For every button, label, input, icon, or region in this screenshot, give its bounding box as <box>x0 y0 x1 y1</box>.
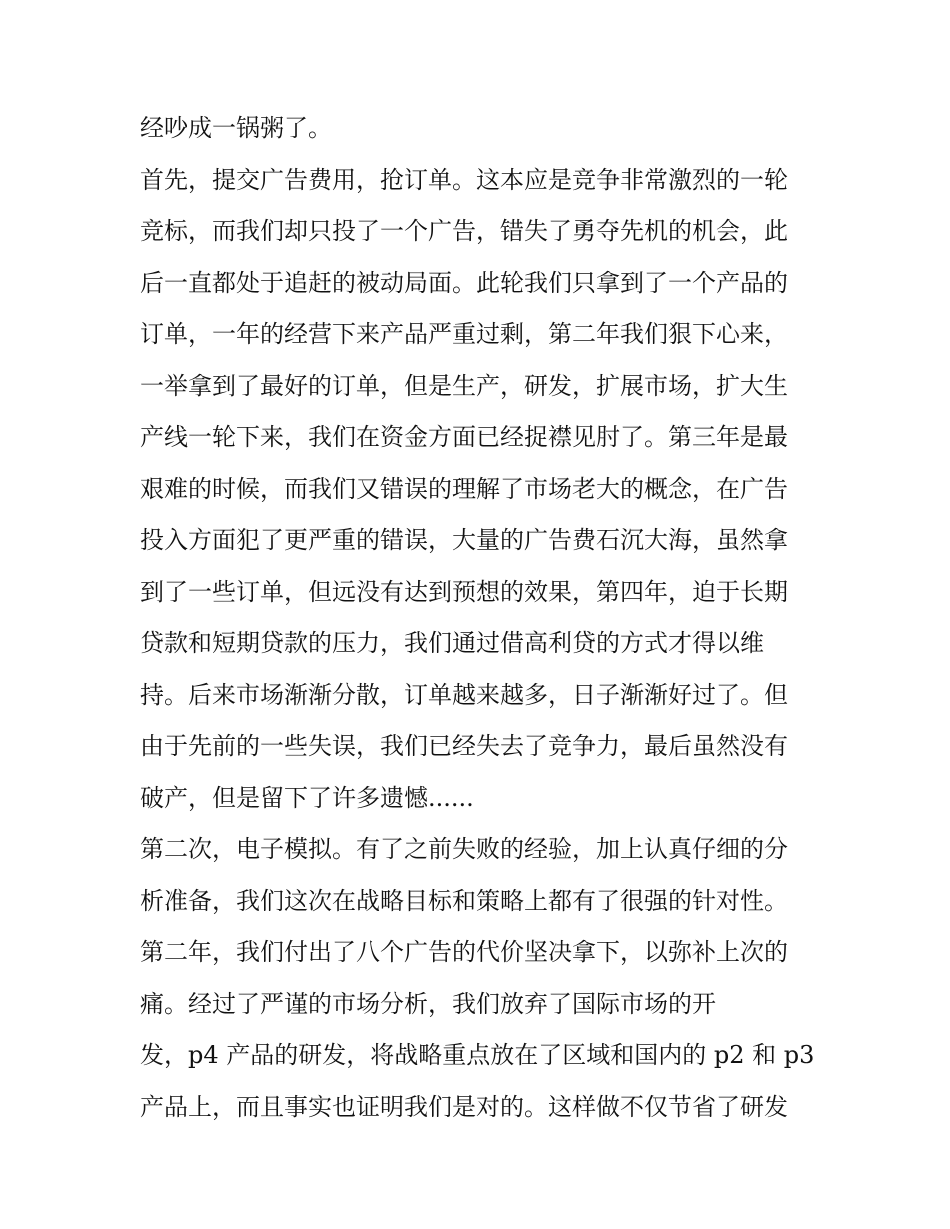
text-line: 破产，但是留下了许多遗憾...... <box>140 783 474 812</box>
text-line: 到了一些订单，但远没有达到预想的效果，第四年，迫于长期 <box>140 577 788 606</box>
text-line: 艰难的时候，而我们又错误的理解了市场老大的概念，在广告 <box>140 474 788 503</box>
text-line: 由于先前的一些失误，我们已经失去了竞争力，最后虽然没有 <box>140 732 788 760</box>
text-line: 后一直都处于追赶的被动局面。此轮我们只拿到了一个产品的 <box>140 268 788 297</box>
text-line: 贷款和短期贷款的压力，我们通过借高利贷的方式才得以维 <box>140 629 764 657</box>
text-line: 产线一轮下来，我们在资金方面已经捉襟见肘了。第三年是最 <box>140 423 788 451</box>
text-line: 持。后来市场渐渐分散，订单越来越多，日子渐渐好过了。但 <box>140 680 788 709</box>
text-line: 订单，一年的经营下来产品严重过剩，第二年我们狠下心来， <box>140 320 788 348</box>
text-line: 竞标，而我们却只投了一个广告，错失了勇夺先机的机会，此 <box>140 217 788 245</box>
text-line: 析准备，我们这次在战略目标和策略上都有了很强的针对性。 <box>140 886 788 915</box>
text-line: 痛。经过了严谨的市场分析，我们放弃了国际市场的开 <box>140 989 716 1018</box>
text-line: 发，p4 产品的研发，将战略重点放在了区域和国内的 p2 和 p3 <box>140 1041 815 1069</box>
text-line: 首先，提交广告费用，抢订单。这本应是竞争非常激烈的一轮 <box>140 165 788 194</box>
text-line: 投入方面犯了更严重的错误，大量的广告费石沉大海，虽然拿 <box>140 526 788 554</box>
text-line: 第二年，我们付出了八个广告的代价坚决拿下，以弥补上次的 <box>140 938 788 966</box>
text-line: 第二次，电子模拟。有了之前失败的经验，加上认真仔细的分 <box>140 835 788 863</box>
body-text <box>140 103 820 1133</box>
text-line: 一举拿到了最好的订单，但是生产，研发，扩展市场，扩大生 <box>140 371 788 400</box>
text-line: 经吵成一锅粥了。 <box>140 114 332 142</box>
text-line: 产品上，而且事实也证明我们是对的。这样做不仅节省了研发 <box>140 1092 788 1121</box>
